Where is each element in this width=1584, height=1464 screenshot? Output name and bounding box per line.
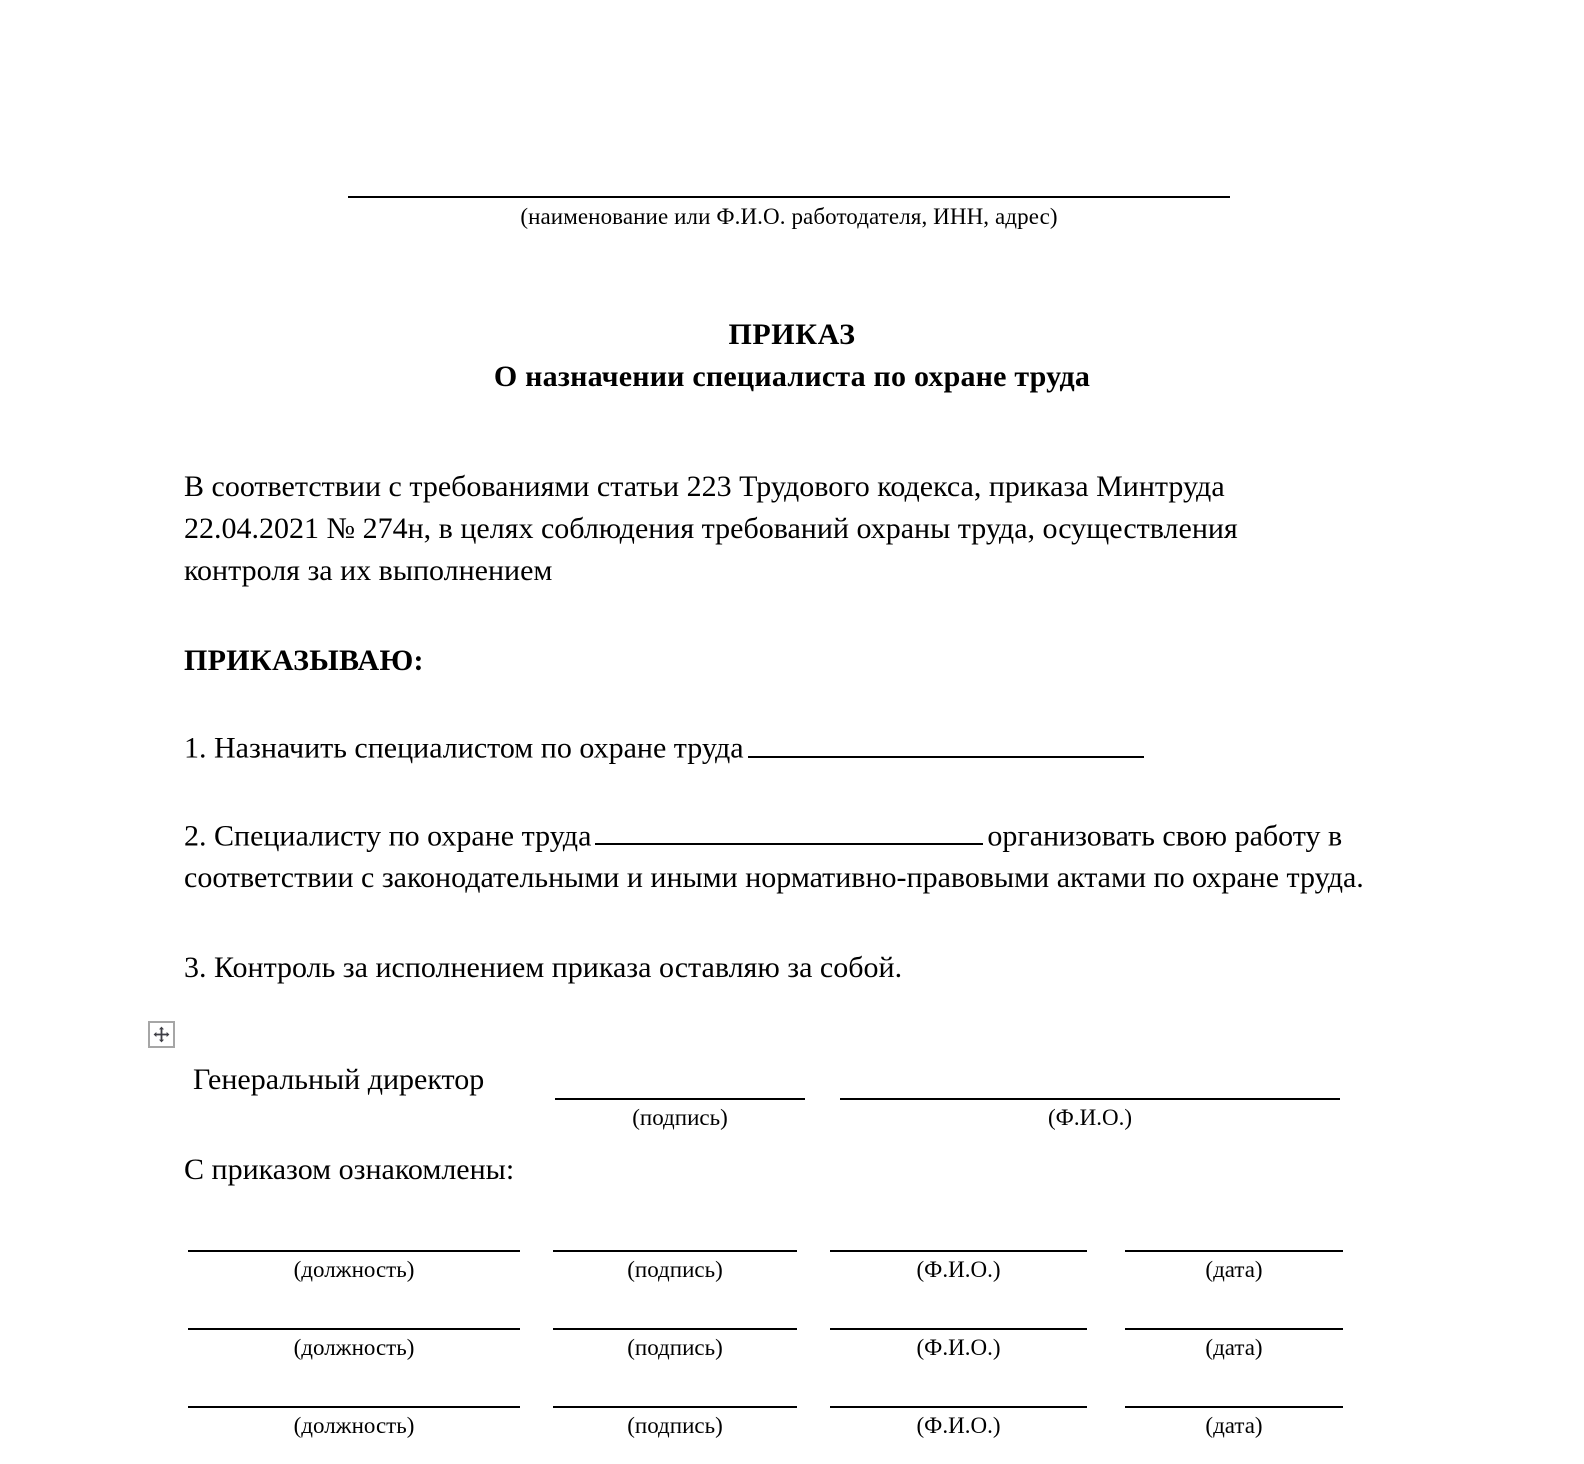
acknowledge-position-cell [188,1290,520,1362]
director-position-label: Генеральный директор [193,1063,485,1096]
acknowledge-signature-line[interactable] [553,1368,797,1408]
acknowledge-signature-caption: (подпись) [627,1413,723,1438]
table-row [188,1368,1343,1446]
director-fio-line[interactable] [840,1060,1340,1100]
order-item-1-text: 1. Назначить специалистом по охране труда [184,731,744,765]
director-fio-slot [840,1060,1340,1132]
acknowledge-signature-cell [553,1368,797,1440]
order-item-2-fill-line[interactable] [595,812,983,846]
acknowledge-date-caption: (дата) [1205,1413,1263,1438]
director-signature-caption: (подпись) [632,1105,728,1130]
acknowledge-date-line[interactable] [1125,1368,1343,1408]
acknowledge-position-cell [188,1212,520,1284]
acknowledge-table [188,1212,1343,1446]
order-item-1 [184,724,1384,770]
acknowledge-fio-line[interactable] [830,1212,1087,1252]
acknowledge-position-caption: (должность) [293,1335,415,1360]
acknowledge-position-line[interactable] [188,1290,520,1330]
table-row [188,1212,1343,1290]
employer-caption: (наименование или Ф.И.О. работодателя, ИНН, адрес) [520,204,1058,229]
director-signature-slot [555,1060,805,1132]
acknowledge-signature-cell [553,1290,797,1362]
acknowledge-position-line[interactable] [188,1212,520,1252]
acknowledge-signature-caption: (подпись) [627,1335,723,1360]
acknowledge-signature-line[interactable] [553,1290,797,1330]
acknowledge-signature-line[interactable] [553,1212,797,1252]
document-body [184,466,1384,989]
director-signature-row [193,1060,1393,1130]
acknowledge-date-caption: (дата) [1205,1335,1263,1360]
director-signature-line[interactable] [555,1060,805,1100]
acknowledge-position-cell [188,1368,520,1440]
table-row [188,1290,1343,1368]
order-item-1-fill-line[interactable] [748,724,1144,758]
order-item-2 [184,812,1384,900]
acknowledge-fio-line[interactable] [830,1368,1087,1408]
acknowledge-position-caption: (должность) [293,1413,415,1438]
intro-paragraph: В соответствии с требованиями статьи 223 Трудового кодекса, приказа Минтруда 22.04.2021 № 274н, в целях соблюдения требований охраны труда, осуществления контроля за их выполнением [184,470,1238,587]
acknowledge-date-caption: (дата) [1205,1257,1263,1282]
order-keyword: ПРИКАЗЫВАЮ: [184,644,424,677]
document-title: ПРИКАЗ [728,318,856,351]
acknowledge-date-cell [1125,1368,1343,1440]
acknowledge-fio-caption: (Ф.И.О.) [916,1257,1001,1282]
acknowledge-date-cell [1125,1212,1343,1284]
acknowledge-date-line[interactable] [1125,1212,1343,1252]
acknowledge-signature-caption: (подпись) [627,1257,723,1282]
order-item-2-text-before: 2. Специалисту по охране труда [184,819,592,852]
employer-header-block [348,196,1230,232]
acknowledge-position-caption: (должность) [293,1257,415,1282]
acknowledge-fio-caption: (Ф.И.О.) [916,1335,1001,1360]
acknowledge-title: С приказом ознакомлены: [184,1153,515,1186]
acknowledge-fio-cell [830,1368,1087,1440]
acknowledge-signature-cell [553,1212,797,1284]
order-item-2-text-after: организовать свою работу в соответствии с законодательными и иными нормативно-правовыми актами по охране труда. [184,819,1364,894]
document-subtitle: О назначении специалиста по охране труда [493,360,1091,393]
acknowledge-fio-cell [830,1212,1087,1284]
move-handle-icon[interactable] [148,1021,175,1048]
order-item-3: 3. Контроль за исполнением приказа оставляю за собой. [184,951,903,984]
acknowledge-fio-cell [830,1290,1087,1362]
acknowledge-position-line[interactable] [188,1368,520,1408]
employer-fill-line[interactable] [348,196,1230,198]
director-fio-caption: (Ф.И.О.) [1048,1105,1132,1130]
acknowledge-fio-line[interactable] [830,1290,1087,1330]
acknowledge-date-cell [1125,1290,1343,1362]
acknowledge-fio-caption: (Ф.И.О.) [916,1413,1001,1438]
acknowledge-date-line[interactable] [1125,1290,1343,1330]
